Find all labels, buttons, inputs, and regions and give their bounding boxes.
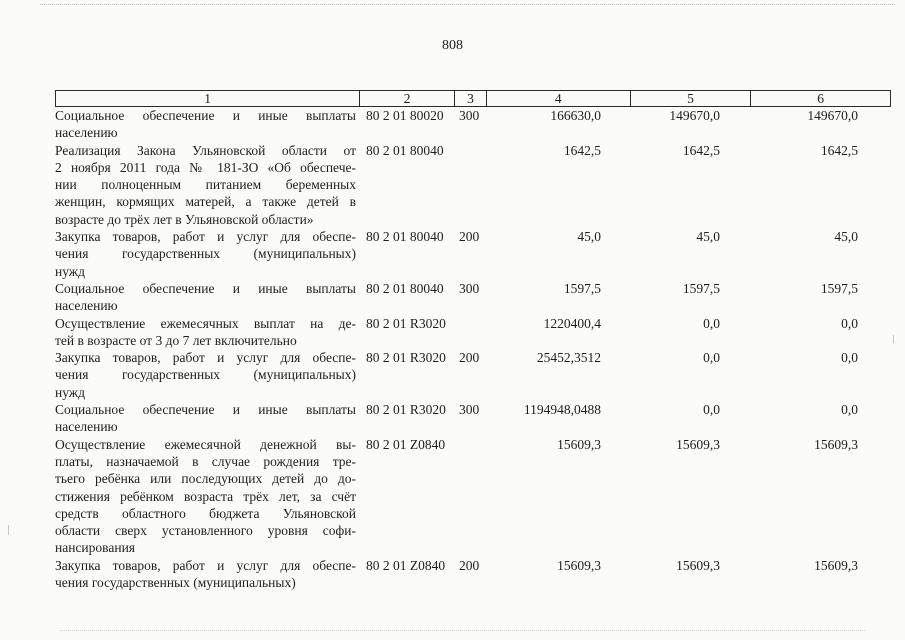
row-description — [55, 228, 360, 280]
description-line: нужд — [55, 263, 85, 279]
row-code: 80 2 01 80040 — [366, 229, 444, 245]
table-row — [55, 315, 891, 350]
row-value-col5: 0,0 — [703, 402, 720, 418]
table-row — [55, 557, 891, 592]
description-line: населению — [55, 298, 118, 314]
description-line: Осуществление ежемесячных выплат на де- — [55, 315, 356, 331]
row-value-col6: 45,0 — [834, 229, 858, 245]
row-value-col4: 1642,5 — [563, 142, 601, 158]
row-type: 200 — [459, 557, 480, 573]
row-type: 300 — [459, 280, 480, 296]
row-code: 80 2 01 R3020 — [366, 350, 446, 366]
row-code: 80 2 01 80040 — [366, 142, 444, 158]
description-line: платы, назначаемой в случае рождения тре- — [55, 453, 356, 469]
scan-mark — [893, 335, 894, 343]
description-line: нужд — [55, 384, 85, 400]
row-value-col5: 0,0 — [703, 315, 720, 331]
row-value-col6: 15609,3 — [814, 557, 858, 573]
row-value-col6: 0,0 — [841, 402, 858, 418]
scan-mark — [8, 525, 9, 535]
row-description — [55, 401, 360, 436]
row-description — [55, 349, 360, 401]
row-code: 80 2 01 80040 — [366, 280, 444, 296]
description-line: стижения ребёнком возраста трёх лет, за счёт — [55, 488, 356, 504]
row-value-col4: 1194948,0488 — [523, 402, 601, 418]
row-value-col5: 1597,5 — [682, 280, 720, 296]
description-line: населению — [55, 125, 118, 141]
header-col-3: 3 — [455, 91, 487, 106]
description-line: чения государственных (муниципальных) — [55, 367, 356, 383]
row-value-col4: 45,0 — [577, 229, 601, 245]
header-col-1: 1 — [56, 91, 360, 106]
row-description — [55, 142, 360, 228]
table-row — [55, 349, 891, 401]
row-value-col4: 25452,3512 — [536, 350, 601, 366]
header-col-4: 4 — [487, 91, 631, 106]
table-row — [55, 436, 891, 557]
table-row — [55, 107, 891, 142]
row-value-col6: 149670,0 — [807, 108, 858, 123]
description-line: области сверх установленного уровня софи- — [55, 523, 356, 539]
row-description — [55, 315, 360, 350]
row-value-col5: 149670,0 — [669, 108, 720, 123]
description-line: тей в возрасте от 3 до 7 лет включительно — [55, 332, 297, 348]
row-type: 300 — [459, 402, 480, 418]
row-value-col5: 15609,3 — [676, 557, 720, 573]
row-value-col6: 0,0 — [841, 315, 858, 331]
row-value-col4: 15609,3 — [557, 557, 601, 573]
description-line: Социальное обеспечение и иные выплаты — [55, 402, 356, 418]
row-code: 80 2 01 Z0840 — [366, 436, 446, 452]
description-line: Закупка товаров, работ и услуг для обеспе- — [55, 557, 356, 573]
table-row — [55, 142, 891, 228]
description-line: Реализация Закона Ульяновской области от — [55, 142, 356, 158]
row-value-col4: 1597,5 — [563, 280, 601, 296]
row-value-col5: 15609,3 — [676, 436, 720, 452]
page-number: 808 — [442, 38, 463, 53]
row-value-col5: 45,0 — [696, 229, 720, 245]
scan-edge-top — [40, 4, 895, 5]
row-value-col6: 1597,5 — [820, 280, 858, 296]
row-description — [55, 436, 360, 557]
description-line: тьего ребёнка или последующих детей до до- — [55, 471, 356, 487]
row-description — [55, 107, 360, 142]
row-value-col6: 1642,5 — [820, 142, 858, 158]
table-row — [55, 401, 891, 436]
description-line: Закупка товаров, работ и услуг для обеспе- — [55, 350, 356, 366]
row-description — [55, 280, 360, 315]
row-value-col4: 1220400,4 — [543, 315, 601, 331]
description-line: женщин, кормящих матерей, а также детей в — [55, 194, 356, 210]
table-header-row — [55, 90, 891, 107]
description-line: населению — [55, 419, 118, 435]
description-line: средств областного бюджета Ульяновской — [55, 505, 356, 521]
description-line: возрасте до трёх лет в Ульяновской области» — [55, 211, 314, 227]
budget-table — [55, 90, 891, 591]
row-type: 300 — [459, 108, 480, 123]
description-line: чения государственных (муниципальных) — [55, 246, 356, 262]
row-code: 80 2 01 R3020 — [366, 315, 446, 331]
description-line: Осуществление ежемесячной денежной вы- — [55, 436, 356, 452]
description-line: чения государственных (муниципальных) — [55, 575, 296, 591]
row-code: 80 2 01 80020 — [366, 108, 444, 123]
table-row — [55, 228, 891, 280]
row-value-col4: 15609,3 — [557, 436, 601, 452]
scan-edge-bottom — [60, 630, 865, 631]
row-type — [455, 436, 487, 557]
row-type: 200 — [459, 350, 480, 366]
row-value-col6: 0,0 — [841, 350, 858, 366]
row-code: 80 2 01 R3020 — [366, 402, 446, 418]
description-line: нии полноценным питанием беременных — [55, 177, 356, 193]
row-type — [455, 142, 487, 228]
table-body — [55, 107, 891, 591]
row-value-col4: 166630,0 — [550, 108, 601, 123]
header-col-5: 5 — [631, 91, 752, 106]
description-line: нансирования — [55, 540, 136, 556]
description-line: Социальное обеспечение и иные выплаты — [55, 108, 356, 123]
header-col-2: 2 — [360, 91, 455, 106]
table-row — [55, 280, 891, 315]
row-value-col6: 15609,3 — [814, 436, 858, 452]
row-value-col5: 0,0 — [703, 350, 720, 366]
row-type — [455, 315, 487, 350]
row-description — [55, 557, 360, 592]
description-line: 2 ноября 2011 года № 181-ЗО «Об обеспече- — [55, 159, 356, 175]
row-code: 80 2 01 Z0840 — [366, 557, 446, 573]
description-line: Закупка товаров, работ и услуг для обеспе- — [55, 229, 356, 245]
row-value-col5: 1642,5 — [682, 142, 720, 158]
row-type: 200 — [459, 229, 480, 245]
description-line: Социальное обеспечение и иные выплаты — [55, 280, 356, 296]
header-col-6: 6 — [817, 91, 825, 106]
